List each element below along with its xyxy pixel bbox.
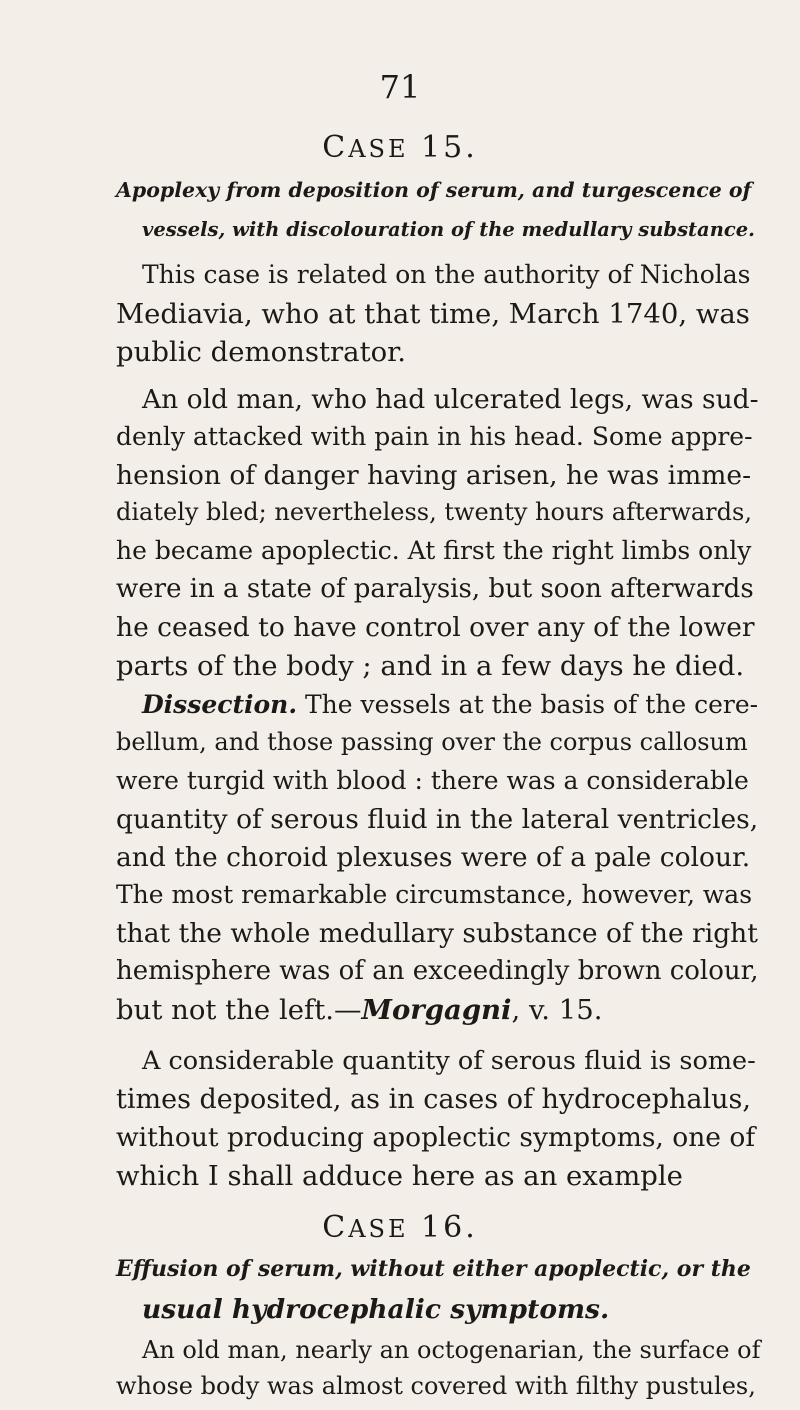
case-16-heading <box>0 1210 800 1245</box>
case-15-number: 15. <box>421 130 478 165</box>
case-15-para2-line-7: he ceased to have control over any of the lower <box>116 612 755 643</box>
author-citation: Morgagni <box>361 994 512 1026</box>
case-15-para2-line-3: hension of danger having arisen, he was imme- <box>116 460 752 491</box>
case-15-label-rest: ASE <box>348 135 409 163</box>
case-15-dissection-line-5: and the choroid plexuses were of a pale colour. <box>116 842 751 873</box>
case-15-dissection-line-3: were turgid with blood : there was a considerable <box>116 766 749 795</box>
dissection-label: Dissection. <box>142 690 298 719</box>
case-16-title-line-1: Effusion of serum, without either apoplectic, or the <box>116 1256 751 1282</box>
case-15-last-line <box>116 994 602 1026</box>
last-line-start: but not the left.— <box>116 994 362 1026</box>
case-15-para1-line-3: public demonstrator. <box>116 336 407 368</box>
case-15-para2-line-5: he became apoplectic. At first the right limbs only <box>116 536 752 565</box>
interlude-line-1: A considerable quantity of serous fluid is some- <box>142 1046 756 1076</box>
case-15-para1-line-2: Mediavia, who at that time, March 1740, was <box>116 298 750 330</box>
case-15-dissection-line-6: The most remarkable circumstance, however, was <box>116 880 753 909</box>
interlude-line-4: which I shall adduce here as an example <box>116 1160 683 1192</box>
page-number: 71 <box>379 68 421 106</box>
case-15-dissection-line-8: hemisphere was of an exceedingly brown colour, <box>116 956 759 986</box>
case-15-para2-line-2: denly attacked with pain in his head. Some appre- <box>116 422 753 451</box>
case-15-title-line-1: Apoplexy from deposition of serum, and turgescence of <box>116 178 752 202</box>
case-15-dissection-line-2: bellum, and those passing over the corpus callosum <box>116 728 748 756</box>
case-16-label-rest: ASE <box>348 1215 409 1243</box>
case-15-dissection-line-1 <box>142 690 758 719</box>
case-15-dissection-line-4: quantity of serous fluid in the lateral ventricles, <box>116 804 759 835</box>
case-15-para1-line-1: This case is related on the authority of Nicholas <box>142 260 751 289</box>
last-line-end: , v. 15. <box>511 994 603 1026</box>
case-16-label-initial: C <box>322 1210 349 1245</box>
case-16-para-line-2: whose body was almost covered with filthy pustules, <box>116 1372 756 1400</box>
case-15-label-initial: C <box>322 130 349 165</box>
case-15-dissection-line-7: that the whole medullary substance of the right <box>116 918 758 949</box>
case-16-number: 16. <box>421 1210 478 1245</box>
case-15-para2-line-4: diately bled; nevertheless, twenty hours afterwards, <box>116 498 752 526</box>
case-15-heading <box>0 130 800 165</box>
case-16-para-line-1: An old man, nearly an octogenarian, the surface of <box>142 1336 761 1364</box>
interlude-line-2: times deposited, as in cases of hydrocephalus, <box>116 1084 751 1115</box>
dissection-text-start: The vessels at the basis of the cere- <box>297 690 759 719</box>
interlude-line-3: without producing apoplectic symptoms, one of <box>116 1122 756 1153</box>
case-15-para2-line-1: An old man, who had ulcerated legs, was sud- <box>142 384 759 415</box>
case-16-title-line-2: usual hydrocephalic symptoms. <box>142 1294 610 1325</box>
case-15-para2-line-6: were in a state of paralysis, but soon afterwards <box>116 574 754 604</box>
case-15-title-line-2: vessels, with discolouration of the medullary substance. <box>142 218 755 241</box>
case-15-para2-line-8: parts of the body ; and in a few days he died. <box>116 650 745 682</box>
